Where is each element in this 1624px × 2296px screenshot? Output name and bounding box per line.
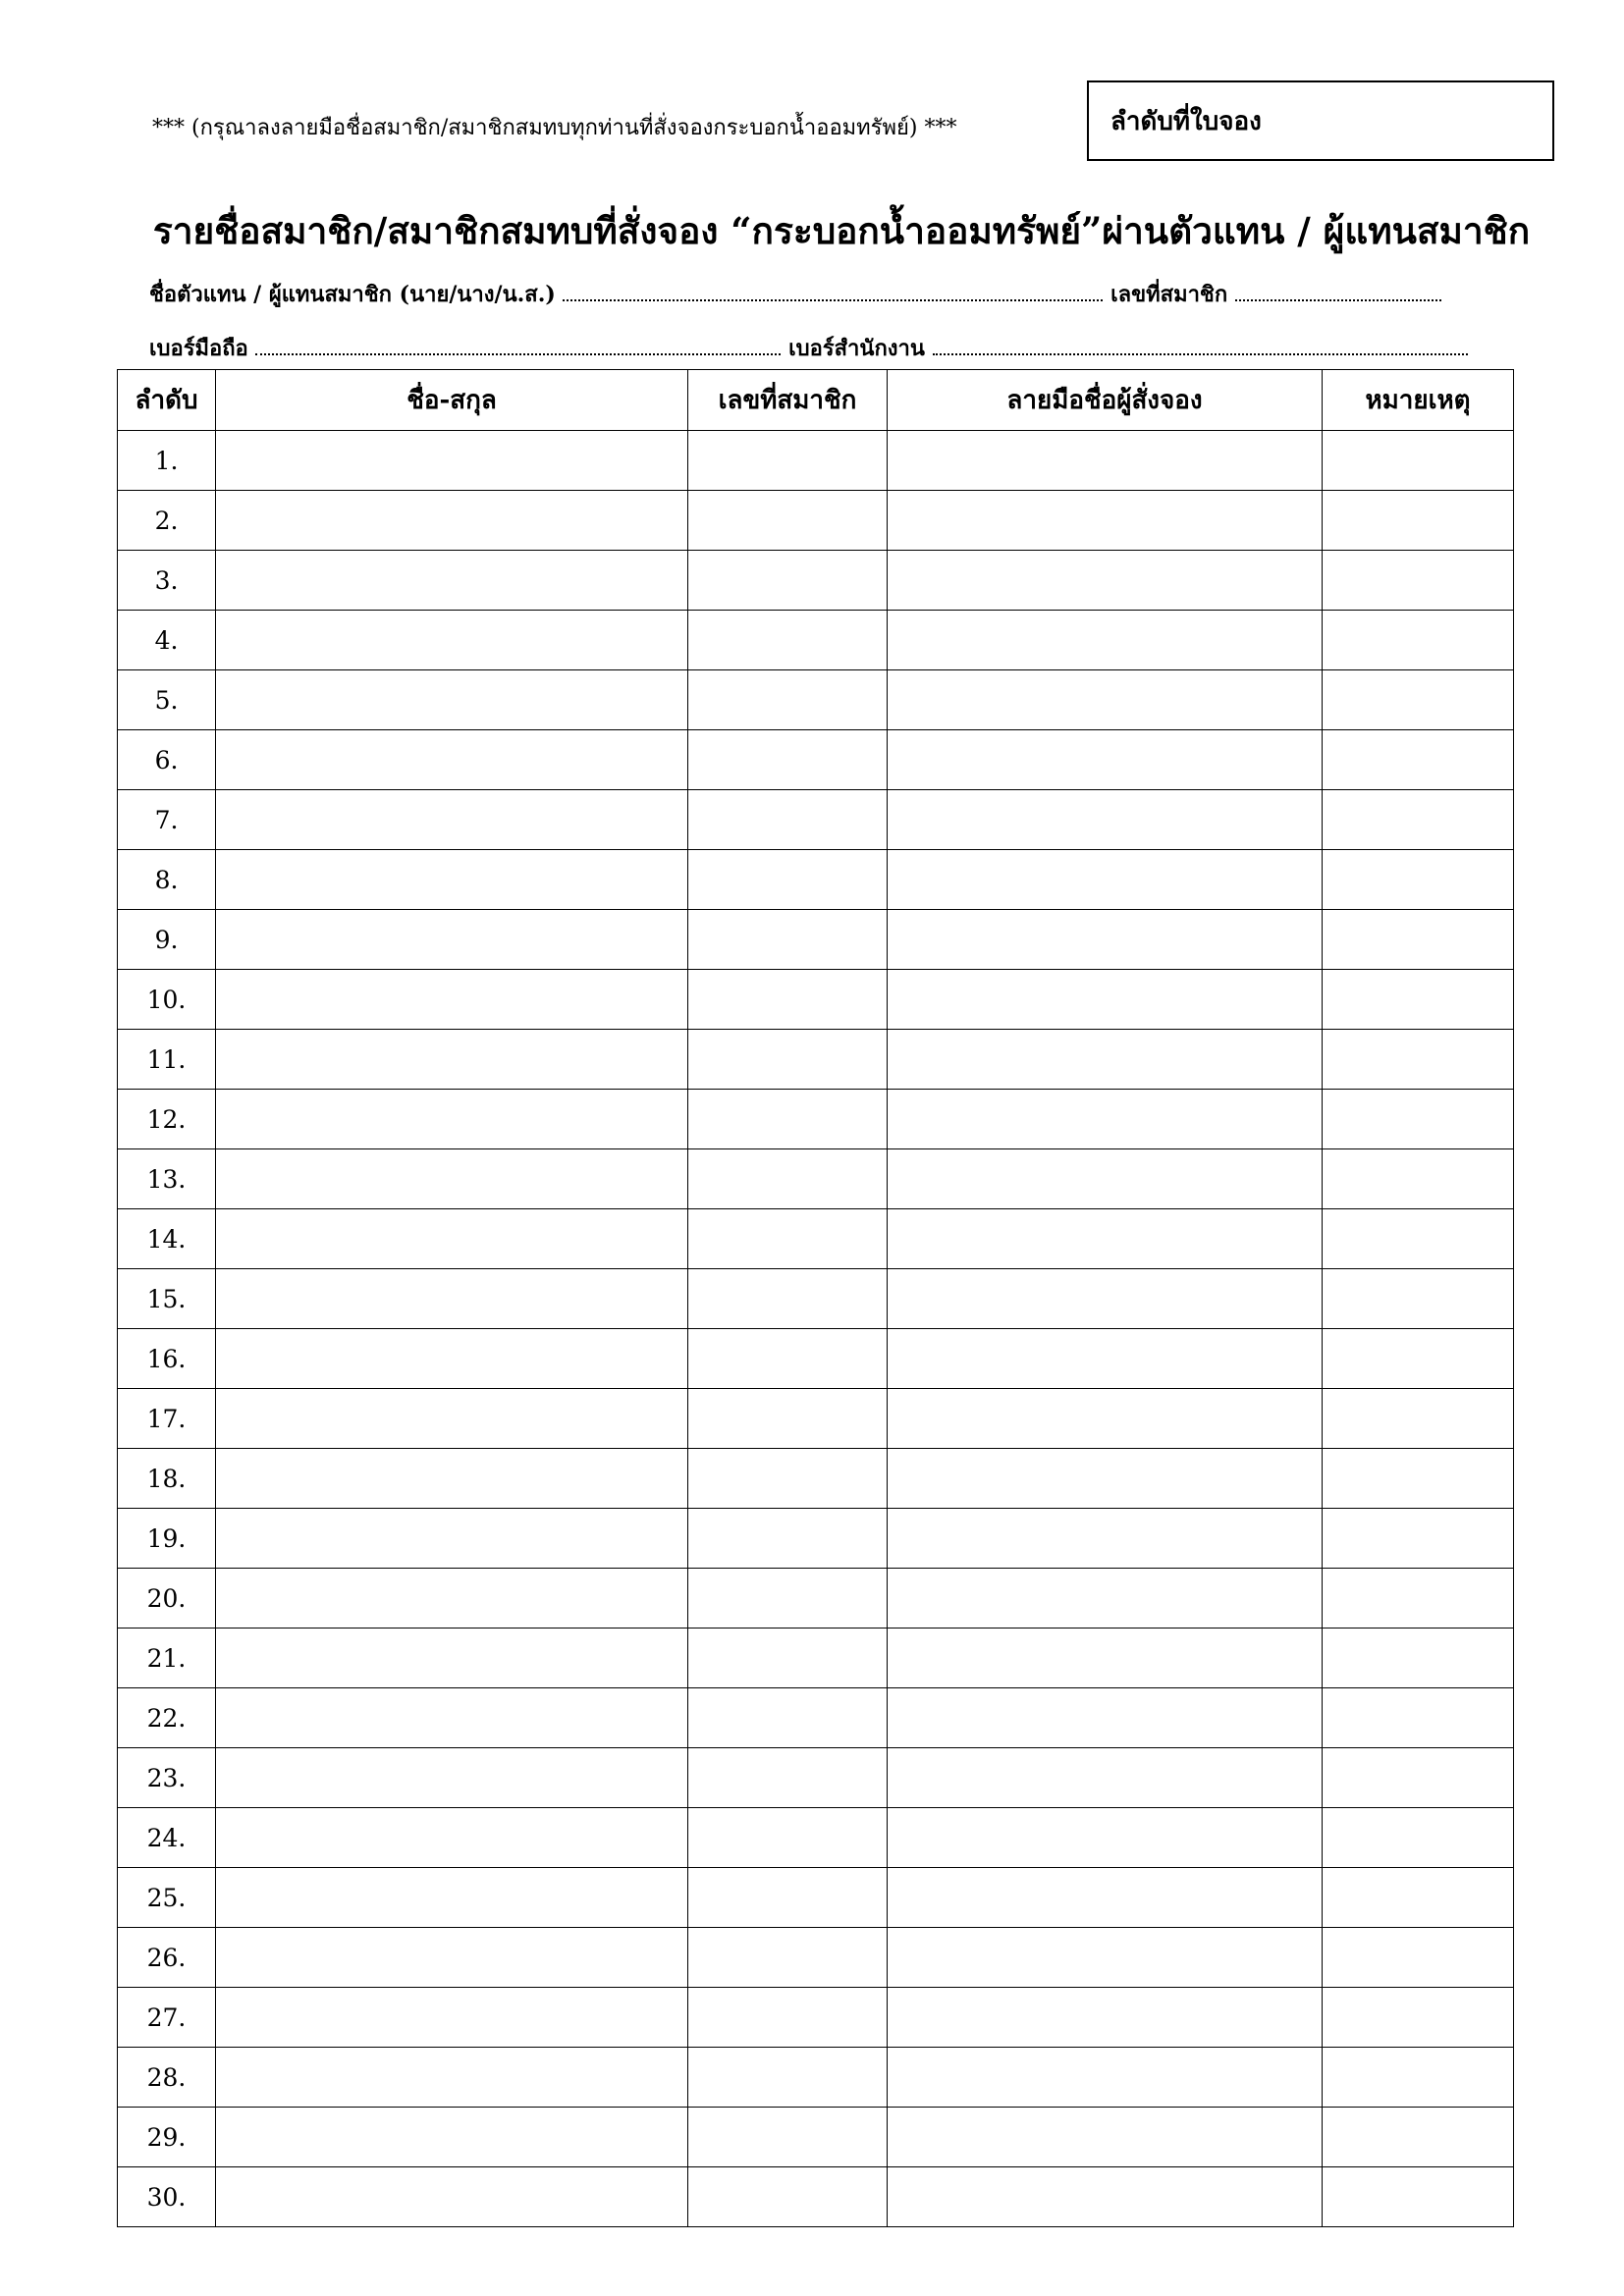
name-cell[interactable] — [216, 1868, 688, 1928]
name-cell[interactable] — [216, 790, 688, 850]
table-row — [118, 1629, 1514, 1688]
signature-cell[interactable] — [888, 1389, 1323, 1449]
agent-name-field[interactable] — [563, 282, 1103, 301]
row-number: 13. — [118, 1149, 216, 1209]
table-row — [118, 1269, 1514, 1329]
table-row — [118, 1329, 1514, 1389]
remark-cell[interactable] — [1323, 1149, 1514, 1209]
signature-cell[interactable] — [888, 1209, 1323, 1269]
name-cell[interactable] — [216, 1509, 688, 1569]
name-cell[interactable] — [216, 1928, 688, 1988]
table-row — [118, 1688, 1514, 1748]
row-number: 24. — [118, 1808, 216, 1868]
remark-cell[interactable] — [1323, 1868, 1514, 1928]
column-header-remark: หมายเหตุ — [1323, 370, 1514, 431]
remark-cell[interactable] — [1323, 551, 1514, 611]
name-cell[interactable] — [216, 431, 688, 491]
name-cell[interactable] — [216, 2048, 688, 2108]
name-cell[interactable] — [216, 1149, 688, 1209]
signature-cell[interactable] — [888, 1868, 1323, 1928]
name-cell[interactable] — [216, 1209, 688, 1269]
remark-cell[interactable] — [1323, 2048, 1514, 2108]
table-row — [118, 1808, 1514, 1868]
signature-cell[interactable] — [888, 910, 1323, 970]
name-cell[interactable] — [216, 2108, 688, 2167]
remark-cell[interactable] — [1323, 431, 1514, 491]
name-cell[interactable] — [216, 910, 688, 970]
member-number-cell[interactable] — [688, 491, 888, 551]
table-row — [118, 2048, 1514, 2108]
member-number-cell[interactable] — [688, 1149, 888, 1209]
remark-cell[interactable] — [1323, 850, 1514, 910]
row-number: 30. — [118, 2167, 216, 2227]
row-number: 1. — [118, 431, 216, 491]
signature-cell[interactable] — [888, 1629, 1323, 1688]
signature-cell[interactable] — [888, 2108, 1323, 2167]
signature-cell[interactable] — [888, 730, 1323, 790]
name-cell[interactable] — [216, 1389, 688, 1449]
member-number-cell[interactable] — [688, 551, 888, 611]
remark-cell[interactable] — [1323, 1569, 1514, 1629]
member-number-cell[interactable] — [688, 1389, 888, 1449]
signature-cell[interactable] — [888, 1269, 1323, 1329]
signature-cell[interactable] — [888, 2167, 1323, 2227]
name-cell[interactable] — [216, 1329, 688, 1389]
row-number: 6. — [118, 730, 216, 790]
remark-cell[interactable] — [1323, 730, 1514, 790]
remark-cell[interactable] — [1323, 1509, 1514, 1569]
table-row — [118, 1748, 1514, 1808]
signature-cell[interactable] — [888, 1509, 1323, 1569]
row-number: 20. — [118, 1569, 216, 1629]
remark-cell[interactable] — [1323, 970, 1514, 1030]
remark-cell[interactable] — [1323, 1389, 1514, 1449]
member-number-label: เลขที่สมาชิก — [1110, 282, 1228, 307]
table-row — [118, 790, 1514, 850]
table-row — [118, 1209, 1514, 1269]
remark-cell[interactable] — [1323, 1988, 1514, 2048]
remark-cell[interactable] — [1323, 1209, 1514, 1269]
member-number-cell[interactable] — [688, 2108, 888, 2167]
table-row — [118, 2167, 1514, 2227]
instruction-note: *** (กรุณาลงลายมือชื่อสมาชิก/สมาชิกสมทบทุกท่านที่สั่งจองกระบอกน้ำออมทรัพย์) *** — [152, 116, 957, 140]
row-number: 7. — [118, 790, 216, 850]
column-header-signature: ลายมือชื่อผู้สั่งจอง — [888, 370, 1323, 431]
office-phone-label: เบอร์สำนักงาน — [788, 336, 925, 361]
member-number-cell[interactable] — [688, 1269, 888, 1329]
signature-cell[interactable] — [888, 790, 1323, 850]
table-row — [118, 730, 1514, 790]
row-number: 23. — [118, 1748, 216, 1808]
remark-cell[interactable] — [1323, 1748, 1514, 1808]
member-number-cell[interactable] — [688, 2167, 888, 2227]
row-number: 10. — [118, 970, 216, 1030]
member-number-cell[interactable] — [688, 1988, 888, 2048]
row-number: 9. — [118, 910, 216, 970]
row-number: 22. — [118, 1688, 216, 1748]
remark-cell[interactable] — [1323, 670, 1514, 730]
name-cell[interactable] — [216, 1748, 688, 1808]
signature-cell[interactable] — [888, 611, 1323, 670]
member-number-cell[interactable] — [688, 850, 888, 910]
table-row — [118, 551, 1514, 611]
table-row — [118, 1868, 1514, 1928]
mobile-field[interactable] — [255, 336, 781, 355]
signature-cell[interactable] — [888, 1449, 1323, 1509]
table-row — [118, 1988, 1514, 2048]
table-row — [118, 1928, 1514, 1988]
member-number-cell[interactable] — [688, 730, 888, 790]
table-row — [118, 1509, 1514, 1569]
name-cell[interactable] — [216, 1808, 688, 1868]
row-number: 12. — [118, 1090, 216, 1149]
name-cell[interactable] — [216, 850, 688, 910]
row-number: 3. — [118, 551, 216, 611]
member-order-table — [117, 369, 1514, 2227]
member-number-field[interactable] — [1235, 282, 1441, 301]
remark-cell[interactable] — [1323, 1449, 1514, 1509]
signature-cell[interactable] — [888, 1748, 1323, 1808]
member-number-cell[interactable] — [688, 790, 888, 850]
remark-cell[interactable] — [1323, 1090, 1514, 1149]
name-cell[interactable] — [216, 1688, 688, 1748]
member-number-cell[interactable] — [688, 1928, 888, 1988]
row-number: 4. — [118, 611, 216, 670]
row-number: 26. — [118, 1928, 216, 1988]
table-row — [118, 1030, 1514, 1090]
signature-cell[interactable] — [888, 1329, 1323, 1389]
member-number-cell[interactable] — [688, 1209, 888, 1269]
member-number-cell[interactable] — [688, 1688, 888, 1748]
row-number: 14. — [118, 1209, 216, 1269]
name-cell[interactable] — [216, 730, 688, 790]
name-cell[interactable] — [216, 1629, 688, 1688]
member-number-cell[interactable] — [688, 1090, 888, 1149]
remark-cell[interactable] — [1323, 1688, 1514, 1748]
row-number: 17. — [118, 1389, 216, 1449]
row-number: 21. — [118, 1629, 216, 1688]
table-row — [118, 611, 1514, 670]
name-cell[interactable] — [216, 970, 688, 1030]
member-number-cell[interactable] — [688, 1449, 888, 1509]
remark-cell[interactable] — [1323, 2167, 1514, 2227]
name-cell[interactable] — [216, 1030, 688, 1090]
table-row — [118, 910, 1514, 970]
row-number: 15. — [118, 1269, 216, 1329]
signature-cell[interactable] — [888, 431, 1323, 491]
signature-cell[interactable] — [888, 1988, 1323, 2048]
name-cell[interactable] — [216, 491, 688, 551]
member-number-cell[interactable] — [688, 1569, 888, 1629]
member-number-cell[interactable] — [688, 2048, 888, 2108]
row-number: 11. — [118, 1030, 216, 1090]
row-number: 18. — [118, 1449, 216, 1509]
member-number-cell[interactable] — [688, 970, 888, 1030]
mobile-label: เบอร์มือถือ — [149, 336, 248, 361]
remark-cell[interactable] — [1323, 491, 1514, 551]
signature-cell[interactable] — [888, 2048, 1323, 2108]
column-header-name: ชื่อ-สกุล — [216, 370, 688, 431]
remark-cell[interactable] — [1323, 1269, 1514, 1329]
member-number-cell[interactable] — [688, 1748, 888, 1808]
remark-cell[interactable] — [1323, 1030, 1514, 1090]
remark-cell[interactable] — [1323, 1928, 1514, 1988]
signature-cell[interactable] — [888, 1090, 1323, 1149]
row-number: 8. — [118, 850, 216, 910]
table-row — [118, 431, 1514, 491]
row-number: 5. — [118, 670, 216, 730]
row-number: 27. — [118, 1988, 216, 2048]
member-number-cell[interactable] — [688, 611, 888, 670]
name-cell[interactable] — [216, 551, 688, 611]
remark-cell[interactable] — [1323, 2108, 1514, 2167]
row-number: 2. — [118, 491, 216, 551]
member-number-cell[interactable] — [688, 1808, 888, 1868]
remark-cell[interactable] — [1323, 1329, 1514, 1389]
page-title: รายชื่อสมาชิก/สมาชิกสมทบที่สั่งจอง “กระบอกน้ำออมทรัพย์”ผ่านตัวแทน / ผู้แทนสมาชิก — [152, 209, 1531, 252]
column-header-order: ลำดับ — [118, 370, 216, 431]
row-number: 29. — [118, 2108, 216, 2167]
name-cell[interactable] — [216, 611, 688, 670]
table-row — [118, 970, 1514, 1030]
table-row — [118, 1569, 1514, 1629]
table-row — [118, 850, 1514, 910]
signature-cell[interactable] — [888, 551, 1323, 611]
name-cell[interactable] — [216, 1449, 688, 1509]
member-number-cell[interactable] — [688, 431, 888, 491]
agent-info-line — [149, 277, 1441, 311]
name-cell[interactable] — [216, 1569, 688, 1629]
signature-cell[interactable] — [888, 1928, 1323, 1988]
table-row — [118, 1149, 1514, 1209]
table-row — [118, 491, 1514, 551]
contact-info-line — [149, 331, 1468, 365]
office-phone-field[interactable] — [933, 336, 1468, 355]
name-cell[interactable] — [216, 670, 688, 730]
signature-cell[interactable] — [888, 1569, 1323, 1629]
table-header-row — [118, 370, 1514, 431]
remark-cell[interactable] — [1323, 611, 1514, 670]
signature-cell[interactable] — [888, 850, 1323, 910]
member-number-cell[interactable] — [688, 1629, 888, 1688]
signature-cell[interactable] — [888, 1808, 1323, 1868]
remark-cell[interactable] — [1323, 1808, 1514, 1868]
signature-cell[interactable] — [888, 1688, 1323, 1748]
column-header-member-number: เลขที่สมาชิก — [688, 370, 888, 431]
row-number: 16. — [118, 1329, 216, 1389]
signature-cell[interactable] — [888, 670, 1323, 730]
remark-cell[interactable] — [1323, 790, 1514, 850]
member-number-cell[interactable] — [688, 670, 888, 730]
remark-cell[interactable] — [1323, 910, 1514, 970]
signature-cell[interactable] — [888, 970, 1323, 1030]
name-cell[interactable] — [216, 1988, 688, 2048]
signature-cell[interactable] — [888, 1149, 1323, 1209]
member-number-cell[interactable] — [688, 1509, 888, 1569]
remark-cell[interactable] — [1323, 1629, 1514, 1688]
member-number-cell[interactable] — [688, 1329, 888, 1389]
name-cell[interactable] — [216, 2167, 688, 2227]
member-number-cell[interactable] — [688, 910, 888, 970]
row-number: 28. — [118, 2048, 216, 2108]
name-cell[interactable] — [216, 1269, 688, 1329]
signature-cell[interactable] — [888, 491, 1323, 551]
row-number: 25. — [118, 1868, 216, 1928]
member-number-cell[interactable] — [688, 1030, 888, 1090]
table-row — [118, 1389, 1514, 1449]
agent-name-label: ชื่อตัวแทน / ผู้แทนสมาชิก (นาย/นาง/น.ส.) — [149, 282, 556, 307]
name-cell[interactable] — [216, 1090, 688, 1149]
receipt-number-box[interactable] — [1087, 80, 1554, 161]
receipt-number-label: ลำดับที่ใบจอง — [1110, 106, 1262, 136]
table-row — [118, 1090, 1514, 1149]
table-row — [118, 670, 1514, 730]
signature-cell[interactable] — [888, 1030, 1323, 1090]
row-number: 19. — [118, 1509, 216, 1569]
table-row — [118, 2108, 1514, 2167]
member-number-cell[interactable] — [688, 1868, 888, 1928]
table-row — [118, 1449, 1514, 1509]
